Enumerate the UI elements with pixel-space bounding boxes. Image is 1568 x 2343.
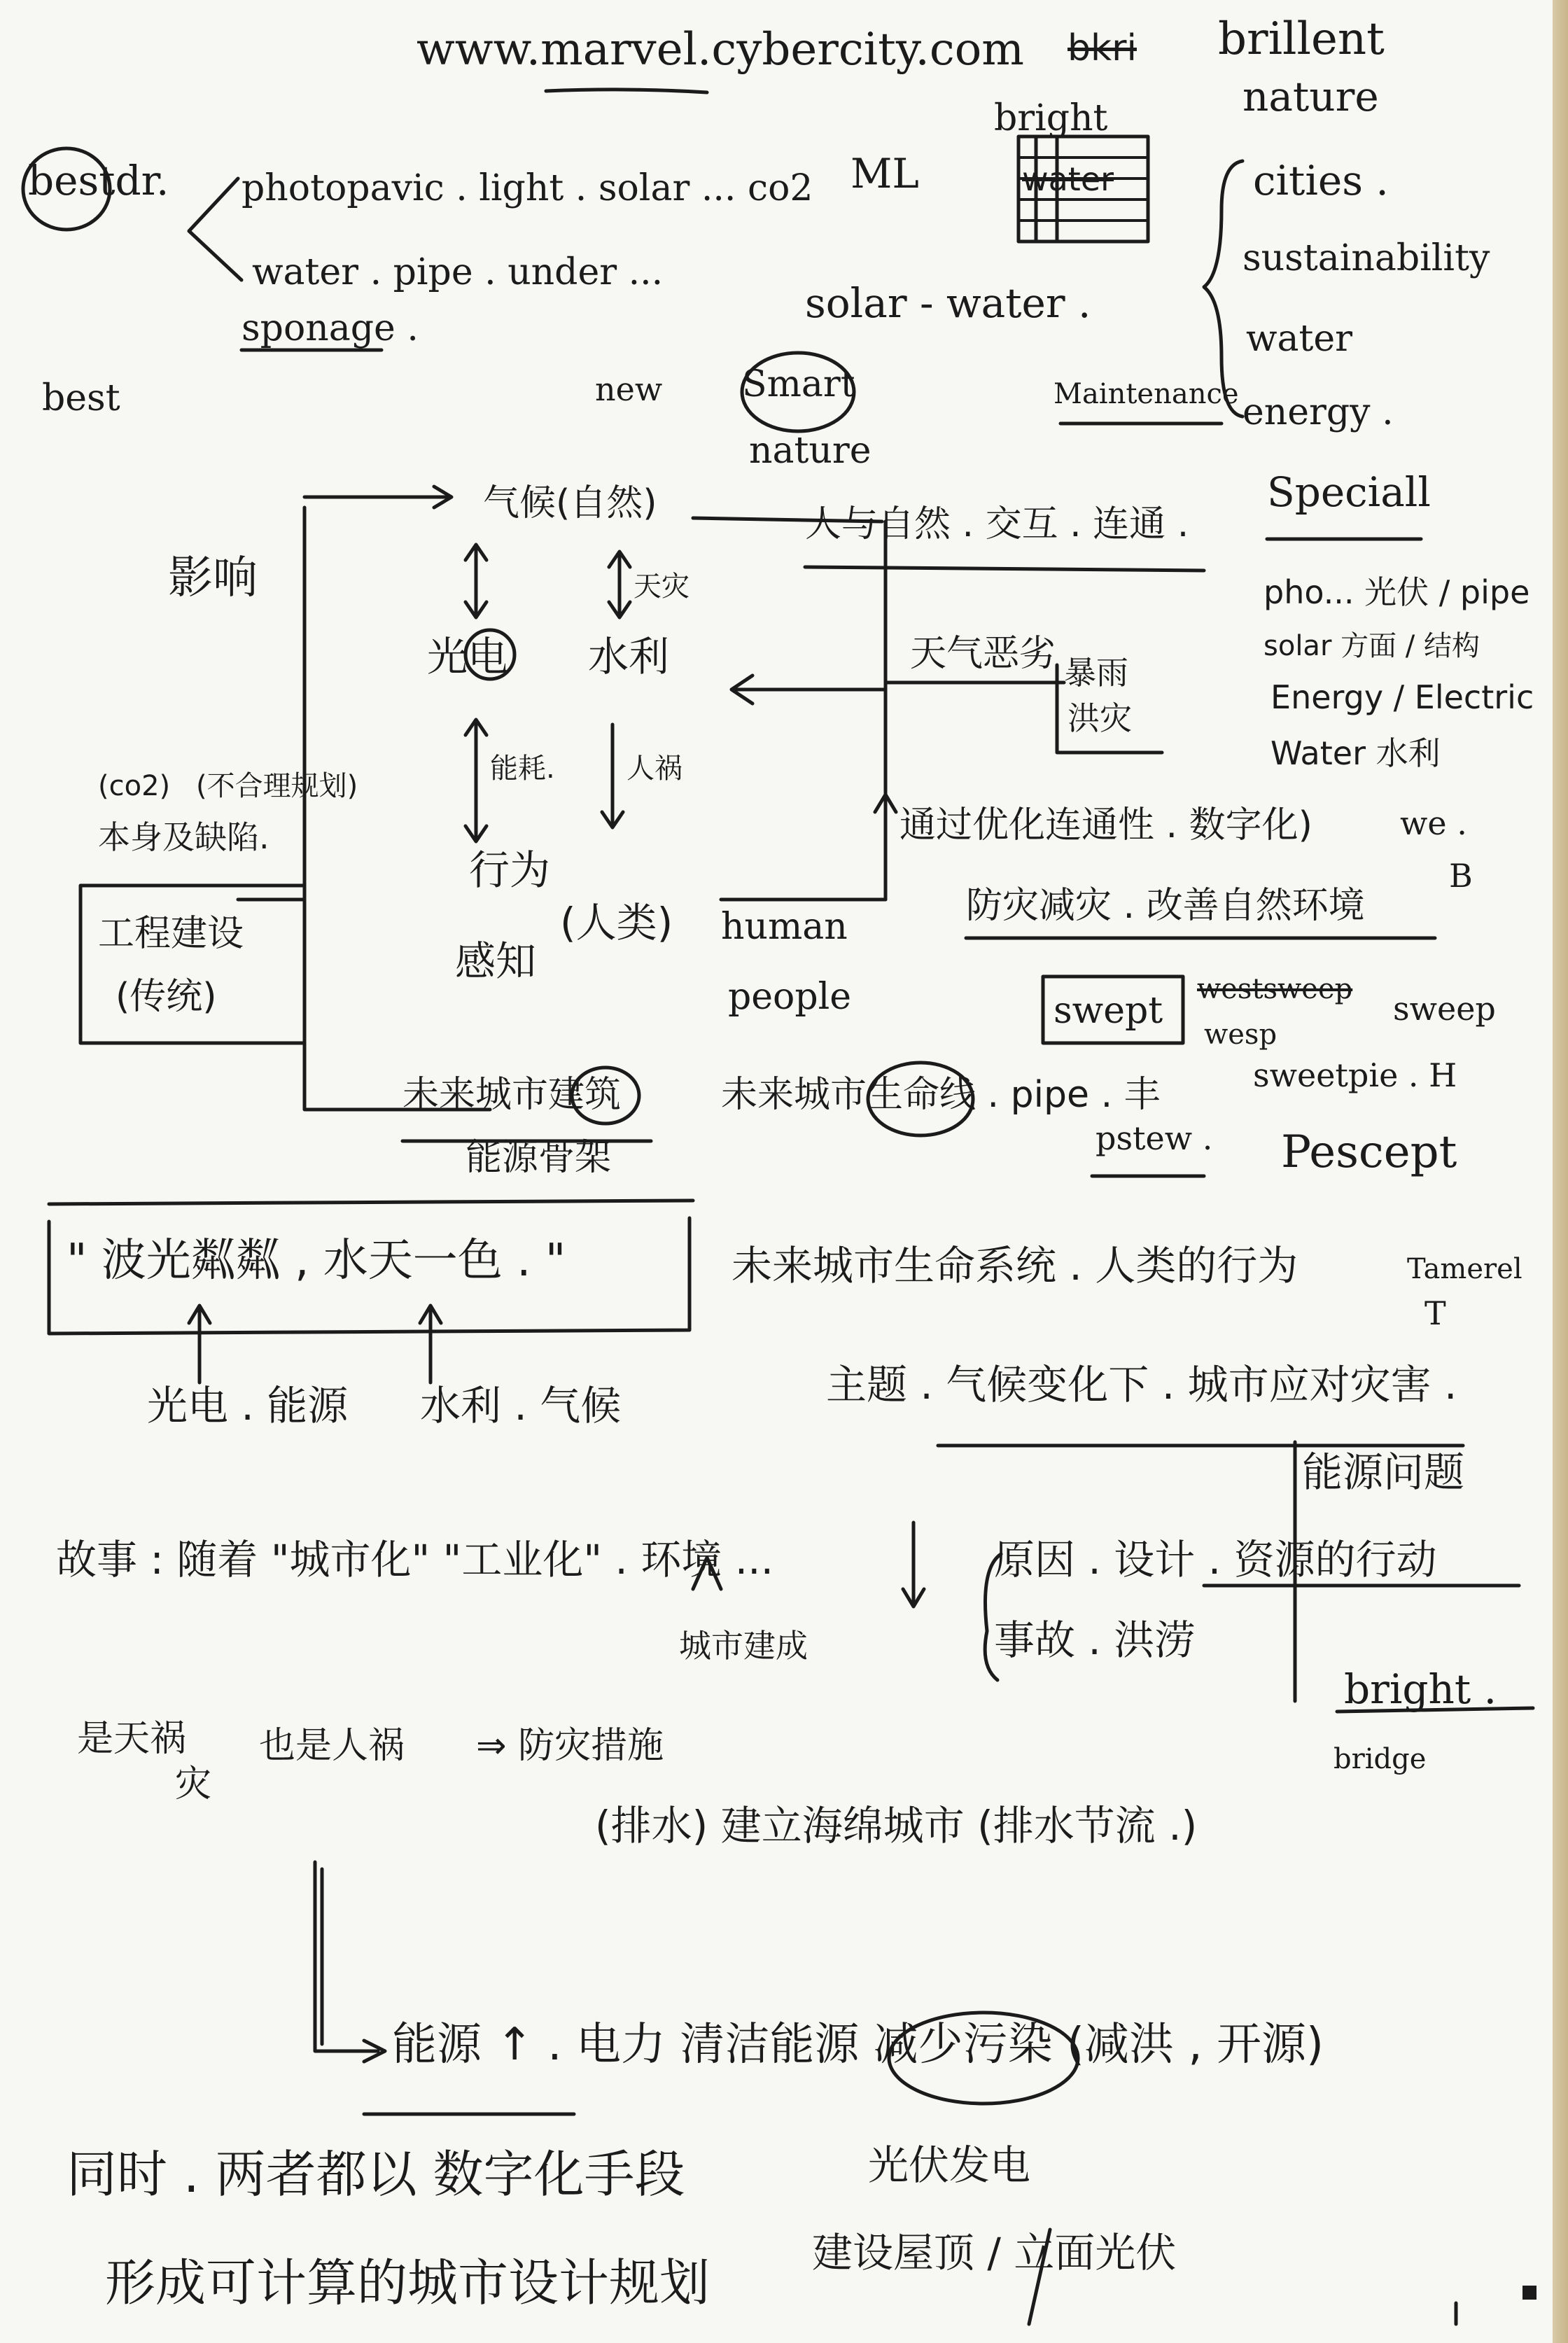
water-word: water xyxy=(1246,318,1353,360)
interaction-underline xyxy=(805,567,1204,571)
nature-label: nature xyxy=(749,430,872,472)
story-label: 故事 : 随着 "城市化" "工业化" . 环境 ... xyxy=(56,1536,774,1583)
quote-text: " 波光粼粼 , 水天一色 . " xyxy=(66,1235,566,1287)
bridge-label: bridge xyxy=(1334,1743,1427,1775)
we-label: we . xyxy=(1400,804,1467,842)
sponge-city-label: (排水) 建立海绵城市 (排水节流 .) xyxy=(595,1802,1198,1849)
water-label: 水利 xyxy=(588,633,670,680)
chevron-bracket xyxy=(189,179,241,280)
human-en-label: human xyxy=(721,906,848,948)
climate-label: 气候(自然) xyxy=(483,482,657,524)
special-line-1: pho... 光伏 / pipe xyxy=(1264,573,1530,611)
pescept-label: Pescept xyxy=(1281,1126,1457,1178)
url-underline xyxy=(546,90,707,92)
also-human-label: 也是人祸 xyxy=(259,1725,405,1767)
energy-use-label: 能耗. xyxy=(490,753,555,785)
sweep-label: sweep xyxy=(1393,990,1496,1028)
brillent-word: brillent xyxy=(1218,13,1385,65)
flood-label: 洪灾 xyxy=(1068,699,1132,737)
energy-row-label: 能源 ↑ . 电力 清洁能源 减少污染 (减洪 , 开源) xyxy=(392,2019,1324,2071)
engineering-box xyxy=(80,886,304,1043)
disaster-label: 天灾 xyxy=(634,571,690,603)
cities-word: cities . xyxy=(1253,157,1389,204)
new-label: new xyxy=(595,370,663,408)
future-building-label: 未来城市建筑 xyxy=(402,1074,622,1116)
pv-label: 光电 xyxy=(427,633,509,680)
sweetpie-label: sweetpie . H xyxy=(1253,1056,1457,1094)
ml-label: ML xyxy=(850,150,919,197)
t-label: T xyxy=(1424,1294,1446,1332)
perception-label: 感知 xyxy=(455,937,537,985)
west-label: westsweep xyxy=(1197,973,1353,1005)
special-line-3: Energy / Electric xyxy=(1270,678,1534,716)
bright-label: bright xyxy=(994,97,1108,139)
bright2-label: bright . xyxy=(1344,1665,1497,1713)
rooftop-label: 建设屋顶 / 立面光伏 xyxy=(812,2229,1177,2276)
energy-issue-label: 能源问题 xyxy=(1302,1448,1465,1496)
energy-word: energy . xyxy=(1242,391,1394,433)
corner-mark xyxy=(1522,2286,1536,2300)
smart-label: Smart xyxy=(742,363,855,405)
swept-label: swept xyxy=(1054,990,1163,1032)
special-line-2: solar 方面 / 结构 xyxy=(1264,630,1480,662)
accident-label: 事故 . 洪涝 xyxy=(994,1616,1196,1664)
tamerel-label: Tamerel xyxy=(1407,1253,1522,1285)
digital-line-1: 同时 . 两者都以 数字化手段 xyxy=(66,2145,685,2204)
nature-disaster-label: 是天祸 xyxy=(77,1718,187,1760)
url-text: www.marvel.cybercity.com xyxy=(416,24,1024,76)
digital-line-2: 形成可计算的城市设计规划 xyxy=(105,2253,710,2312)
crossed-word: bkri xyxy=(1068,27,1137,69)
water-pipe-line: water . pipe . under ... xyxy=(252,251,664,293)
human-label: (人类) xyxy=(560,899,673,946)
influence-trunk xyxy=(304,508,490,1110)
pstew-label: pstew . xyxy=(1096,1119,1213,1157)
behavior-label: 行为 xyxy=(469,846,551,894)
defect-label: 本身及缺陷. xyxy=(98,818,270,856)
weather-label: 天气恶劣 xyxy=(910,633,1056,675)
co2-label: (co2) xyxy=(98,770,171,802)
human-disaster-label: 人祸 xyxy=(626,753,682,785)
planning-label: (不合理规划) xyxy=(196,770,358,802)
lifeline-system-label: 未来城市生命系统 . 人类的行为 xyxy=(732,1242,1298,1289)
water-climate-label: 水利 . 气候 xyxy=(420,1382,622,1429)
paper-edge xyxy=(1553,0,1568,2343)
city-built-label: 城市建成 xyxy=(679,1627,808,1665)
prevention-label: 防灾减灾 . 改善自然环境 xyxy=(966,885,1365,927)
sponage-line: sponage . xyxy=(241,307,419,349)
photo-line: photopavic . light . solar ... co2 xyxy=(241,167,813,209)
best-label: best xyxy=(42,377,120,419)
optimize-label: 通过优化连通性 . 数字化) xyxy=(899,804,1312,846)
sustainability-word: sustainability xyxy=(1242,237,1490,279)
reason-label: 原因 . 设计 . 资源的行动 xyxy=(994,1536,1437,1583)
wesp-label: wesp xyxy=(1204,1019,1278,1051)
pv-energy-label: 光电 . 能源 xyxy=(147,1382,349,1429)
engineering-line-2: (传统) xyxy=(115,976,217,1018)
future-lifeline-label: 未来城市生命线 . pipe . 丰 xyxy=(721,1074,1161,1116)
storm-label: 暴雨 xyxy=(1064,654,1128,692)
influence-label: 影响 xyxy=(168,552,258,604)
pv-power-label: 光伏发电 xyxy=(868,2141,1031,2189)
speciall-label: Speciall xyxy=(1267,468,1431,516)
measures-label: ⇒ 防灾措施 xyxy=(476,1725,664,1767)
energy-frame-label: 能源骨架 xyxy=(465,1137,612,1179)
solar-water-label: solar - water . xyxy=(805,279,1091,327)
maintenance-label: Maintenance xyxy=(1054,378,1239,410)
engineering-line-1: 工程建设 xyxy=(98,913,244,955)
b-label: B xyxy=(1449,857,1473,895)
nature-word: nature xyxy=(1242,73,1379,120)
crossed-water: water xyxy=(1022,160,1114,198)
energy-row-arrow xyxy=(315,1862,378,2051)
theme-label: 主题 . 气候变化下 . 城市应对灾害 . xyxy=(826,1361,1457,1408)
special-line-4: Water 水利 xyxy=(1270,734,1441,772)
disaster-char: 灾 xyxy=(175,1763,212,1805)
bestdr-label: bestdr. xyxy=(28,157,169,204)
people-label: people xyxy=(728,976,852,1018)
interaction-label: 人与自然 . 交互 . 连通 . xyxy=(805,503,1189,545)
